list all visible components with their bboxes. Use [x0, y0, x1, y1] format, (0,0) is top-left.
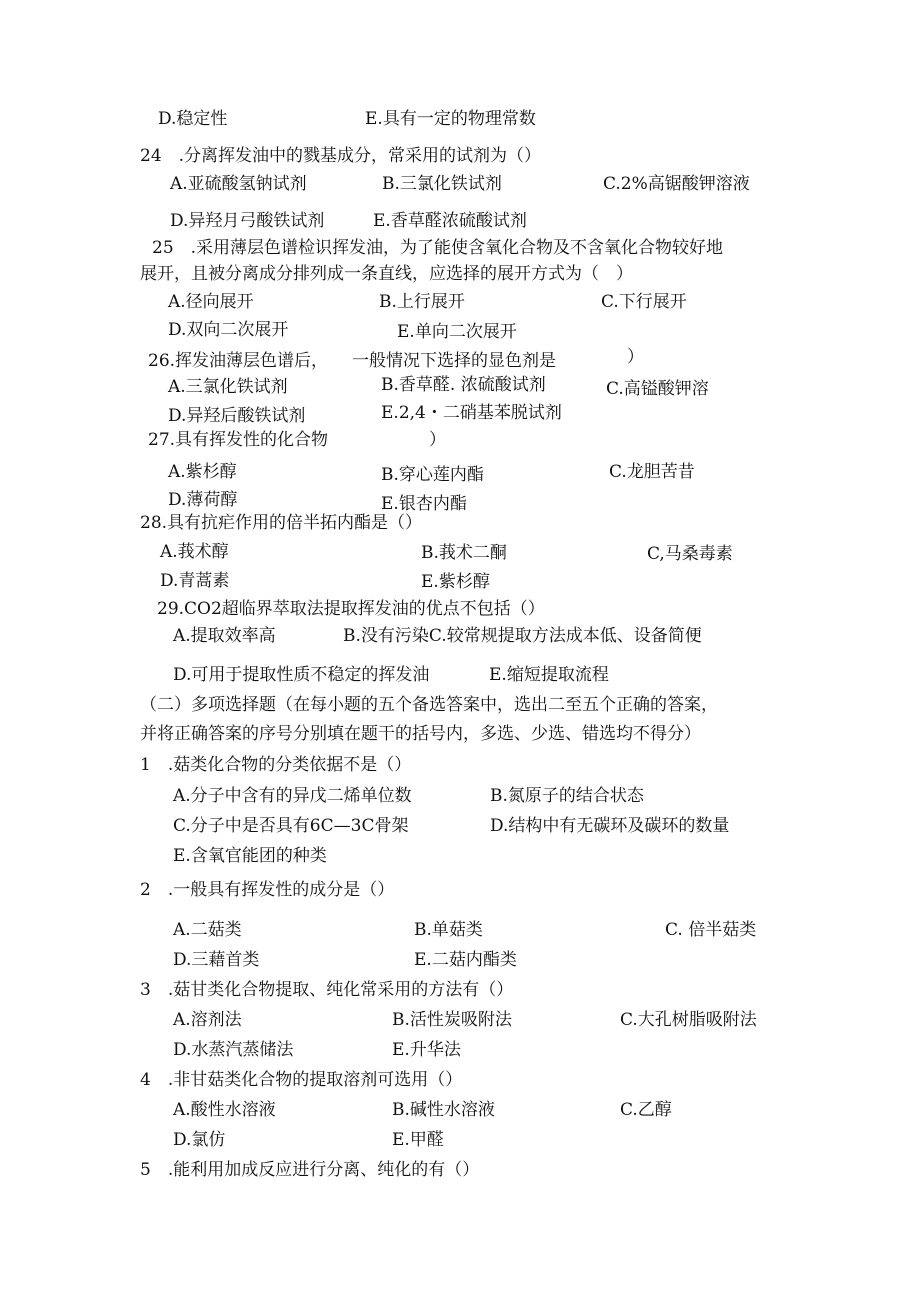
option-text: C.大孔树脂吸附法	[620, 1010, 757, 1030]
question-text: 2 .一般具有挥发性的成分是（）	[140, 880, 395, 900]
option-text: E.缩短提取流程	[489, 665, 609, 685]
option-text: E.甲醛	[392, 1130, 444, 1150]
option-text: D.结构中有无碳环及碳环的数量	[490, 816, 730, 836]
option-text: C.高镒酸钾溶	[606, 379, 709, 399]
option-text: B.单菇类	[414, 920, 483, 940]
option-text: A.溶剂法	[173, 1010, 242, 1030]
option-text: B.三氯化铁试剂	[382, 174, 502, 194]
option-text: C,马桑毒素	[647, 544, 733, 564]
option-text: D.双向二次展开	[168, 320, 289, 340]
option-text: B.氮原子的结合状态	[490, 786, 644, 806]
question-text: 24 .分离挥发油中的戮基成分，常采用的试剂为（）	[140, 146, 542, 166]
question-text: 5 .能利用加成反应进行分离、纯化的有（）	[140, 1160, 480, 1180]
question-text: 3 .菇甘类化合物提取、纯化常采用的方法有（）	[140, 980, 514, 1000]
question-text: 1 .菇类化合物的分类依据不是（）	[140, 755, 412, 775]
option-text: C.龙胆苦昔	[609, 462, 695, 482]
option-text: E.2,4・二硝基苯脱试剂	[381, 403, 562, 423]
option-text: E.银杏内酯	[381, 494, 467, 514]
option-text: B.上行展开	[379, 292, 465, 312]
option-text: D.可用于提取性质不稳定的挥发油	[173, 665, 430, 685]
option-text: C.下行展开	[601, 292, 687, 312]
option-text: A.提取效率高	[173, 626, 276, 646]
option-text: A.酸性水溶液	[173, 1100, 276, 1120]
option-text: A.三氯化铁试剂	[168, 377, 288, 397]
option-text: B.碱性水溶液	[392, 1100, 495, 1120]
option-text: D.稳定性	[158, 109, 228, 129]
option-text: C.乙醇	[620, 1100, 672, 1120]
option-text: A.亚硫酸氢钠试剂	[170, 174, 307, 194]
option-text: E.紫杉醇	[421, 572, 490, 592]
question-text: ）	[429, 430, 446, 450]
question-text: 28.具有抗疟作用的倍半拓内酯是（）	[140, 513, 423, 533]
question-text: 27.具有挥发性的化合物	[148, 430, 329, 450]
option-text: E.单向二次展开	[397, 322, 517, 342]
option-text: E.升华法	[392, 1040, 461, 1060]
option-text: E.具有一定的物理常数	[365, 109, 536, 129]
option-text: A.二菇类	[173, 920, 242, 940]
option-text: C.2%高锯酸钾溶液	[603, 174, 750, 194]
question-text: 26.挥发油薄层色谱后，	[148, 351, 329, 371]
option-text: E.香草醛浓硫酸试剂	[373, 211, 527, 231]
question-text: 展开，且被分离成分排列成一条直线，应选择的展开方式为（ ）	[140, 264, 633, 284]
option-text: A.径向展开	[168, 292, 254, 312]
option-text: B.香草醛. 浓硫酸试剂	[381, 375, 546, 395]
question-text: 一般情况下选择的显色剂是	[352, 351, 556, 371]
option-text: A.紫杉醇	[168, 462, 237, 482]
option-text: A.莪术醇	[160, 542, 229, 562]
option-text: B.没有污染C.较常规提取方法成本低、设备简便	[343, 626, 702, 646]
section-heading: 并将正确答案的序号分别填在题干的括号内，多选、少选、错选均不得分）	[140, 724, 701, 744]
option-text: B.莪术二酮	[421, 543, 507, 563]
question-text: 29.CO2超临界萃取法提取挥发油的优点不包括（）	[157, 599, 545, 619]
option-text: D.薄荷醇	[168, 490, 238, 510]
question-text: 4 .非甘菇类化合物的提取溶剂可选用（）	[140, 1070, 463, 1090]
option-text: A.分子中含有的异戊二烯单位数	[173, 786, 412, 806]
option-text: D.青蒿素	[160, 571, 230, 591]
option-text: D.水蒸汽蒸储法	[173, 1040, 294, 1060]
option-text: D.氯仿	[173, 1130, 226, 1150]
option-text: B.活性炭吸附法	[392, 1010, 512, 1030]
option-text: D.异羟月弓酸铁试剂	[170, 211, 325, 231]
question-text: 25 .采用薄层色谱检识挥发油，为了能使含氧化合物及不含氧化合物较好地	[152, 238, 724, 258]
question-text: ）	[627, 347, 644, 367]
option-text: D.异羟后酸铁试剂	[168, 406, 306, 426]
option-text: C.分子中是否具有6C—3C骨架	[173, 816, 409, 836]
option-text: C. 倍半菇类	[665, 920, 757, 940]
option-text: E.含氧官能团的种类	[173, 846, 327, 866]
option-text: D.三藉首类	[173, 950, 260, 970]
section-heading: （二）多项选择题（在每小题的五个备选答案中，选出二至五个正确的答案，	[140, 695, 718, 715]
option-text: B.穿心莲内酯	[381, 465, 484, 485]
option-text: E.二菇内酯类	[414, 950, 517, 970]
